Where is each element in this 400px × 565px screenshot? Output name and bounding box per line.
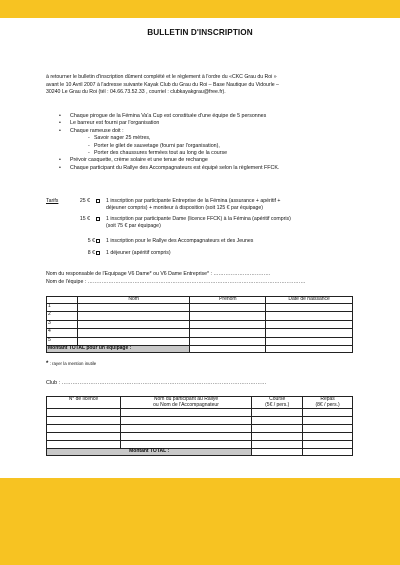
licence-cell[interactable] xyxy=(47,433,121,441)
row-number: 2 xyxy=(47,312,78,321)
intro-line: 30240 Le Grau du Roi (tél : 04.66.73.52.33 , courriel : clubkayakgrau@free.fr). xyxy=(46,89,226,96)
course-cell[interactable] xyxy=(252,433,303,441)
rule-item: • Chaque participant du Rallye des Accompagnateurs est équipé selon la règlement FFCK. xyxy=(59,164,280,171)
licence-cell[interactable] xyxy=(47,409,121,417)
tarif-text: 1 inscription par participante Dame (licence FFCK) à la Fémina (apéritif compris) (soit 75 € par équipage) xyxy=(106,216,291,229)
tarif-text: 1 inscription pour le Rallye des Accompagnateurs et des Jeunes xyxy=(106,238,254,244)
course-cell[interactable] xyxy=(252,409,303,417)
table-header: Prénom xyxy=(190,297,266,304)
dash-icon: - xyxy=(88,135,90,142)
firstname-cell[interactable] xyxy=(190,303,266,312)
total-row xyxy=(47,346,353,353)
page-title: BULLETIN D'INSCRIPTION xyxy=(147,28,253,37)
participant-cell[interactable] xyxy=(120,417,252,425)
tarif-checkbox[interactable] xyxy=(96,251,100,255)
note-star: * xyxy=(46,361,49,367)
rule-subitem: - Porter des chaussures fermées tout au long de la course xyxy=(88,150,228,157)
tarif-checkbox[interactable] xyxy=(96,199,100,203)
team-table xyxy=(46,296,353,353)
total-cell[interactable] xyxy=(266,346,353,353)
rule-subitem: - Savoir nager 25 mètres, xyxy=(88,135,151,142)
table-row xyxy=(47,417,353,425)
rule-item: • Chaque pirogue de la Fémina Va'a Cup est constituée d'une équipe de 5 personnes xyxy=(59,113,267,119)
row-number: 4 xyxy=(47,329,78,338)
participant-cell[interactable] xyxy=(120,433,252,441)
firstname-cell[interactable] xyxy=(190,320,266,329)
table-row xyxy=(47,312,353,321)
tarif-price: 5 € xyxy=(87,238,95,244)
tarif-checkbox[interactable] xyxy=(96,239,100,243)
repas-cell[interactable] xyxy=(303,417,353,425)
table-header: Date de naissance xyxy=(266,297,353,304)
rule-subitem: - Porter le gilet de sauvetage (fourni par l'organisation), xyxy=(88,142,220,149)
tarif-price: 15 € xyxy=(79,216,90,222)
licence-cell[interactable] xyxy=(47,425,121,433)
bullet-icon: • xyxy=(59,120,61,127)
total-row xyxy=(47,449,353,456)
dash-icon: - xyxy=(88,150,90,157)
table-row xyxy=(47,409,353,417)
participant-cell[interactable] xyxy=(120,409,252,417)
birthdate-cell[interactable] xyxy=(266,329,353,338)
rallye-table xyxy=(46,396,353,456)
bullet-icon: • xyxy=(59,157,61,164)
note-text: * : rayer la mention inutile xyxy=(46,361,97,367)
table-row xyxy=(47,433,353,441)
rules-list xyxy=(56,113,376,172)
bullet-icon: • xyxy=(59,113,61,119)
intro-line: à retourner le bulletin d'inscription dûment complété et le règlement à l'ordre du «CKC Grau du Roi » xyxy=(46,74,277,80)
table-row xyxy=(47,320,353,329)
birthdate-cell[interactable] xyxy=(266,303,353,312)
total-cell[interactable] xyxy=(190,346,266,353)
tarif-price: 8 € xyxy=(87,250,95,256)
table-header-row xyxy=(47,397,353,409)
firstname-cell[interactable] xyxy=(190,329,266,338)
licence-cell[interactable] xyxy=(47,417,121,425)
course-cell[interactable] xyxy=(252,417,303,425)
tarif-checkbox[interactable] xyxy=(96,217,100,221)
rule-item: • Chaque rameuse doit : - Savoir nager 25 mètres, - Porter le gilet de sauvetage (fourni par l'organisation), - Porter des chaussures fermées tout au long de la course xyxy=(56,128,376,158)
table-row xyxy=(47,441,353,449)
table-header: Nom du participant au Rallye ou Nom de l'Accompagnateur xyxy=(120,397,252,409)
table-header: N° de licence xyxy=(47,397,121,409)
repas-cell[interactable] xyxy=(303,433,353,441)
firstname-cell[interactable] xyxy=(190,312,266,321)
course-cell[interactable] xyxy=(252,425,303,433)
course-cell[interactable] xyxy=(252,441,303,449)
tarif-price: 25 € xyxy=(79,198,90,204)
total-label: Montant TOTAL pour un équipage : xyxy=(47,346,190,353)
rule-sublist xyxy=(70,135,376,157)
row-number: 3 xyxy=(47,320,78,329)
birthdate-cell[interactable] xyxy=(266,312,353,321)
total-cell[interactable] xyxy=(252,449,303,456)
name-cell[interactable] xyxy=(77,320,190,329)
participant-cell[interactable] xyxy=(120,425,252,433)
name-cell[interactable] xyxy=(77,303,190,312)
repas-cell[interactable] xyxy=(303,425,353,433)
repas-cell[interactable] xyxy=(303,409,353,417)
table-header-row xyxy=(47,297,353,304)
birthdate-cell[interactable] xyxy=(266,337,353,346)
row-number: 1 xyxy=(47,303,78,312)
repas-cell[interactable] xyxy=(303,441,353,449)
birthdate-cell[interactable] xyxy=(266,320,353,329)
bullet-icon: • xyxy=(59,127,61,134)
firstname-cell[interactable] xyxy=(190,337,266,346)
club-field[interactable]: Club : …………………………………………………………………………………………………… xyxy=(46,380,267,386)
rule-item: • Le barreur est fourni par l'organisation xyxy=(59,120,160,127)
table-header: Course (5€ / pers.) xyxy=(252,397,303,409)
licence-cell[interactable] xyxy=(47,441,121,449)
table-row xyxy=(47,329,353,338)
bullet-icon: • xyxy=(59,164,61,171)
table-header: Repas (8€ / pers.) xyxy=(303,397,353,409)
intro-line: avant le 10 Avril 2007 à l'adresse suivante Kayak Club du Grau du Roi – Base Nautique du Vidourle – xyxy=(46,81,279,88)
responsable-field[interactable]: Nom du responsable de l'Equipage V6 Dame* ou V6 Dame Entreprise* : …………………………… xyxy=(46,271,271,277)
row-number: 5 xyxy=(47,337,78,346)
table-row xyxy=(47,425,353,433)
total-cell[interactable] xyxy=(303,449,353,456)
intro-text xyxy=(46,74,361,97)
rule-item: • Prévoir casquette, crème solaire et une tenue de rechange xyxy=(59,157,208,164)
total-label: Montant TOTAL : xyxy=(47,449,252,456)
tarifs-label: Tarifs xyxy=(46,198,59,204)
name-cell[interactable] xyxy=(77,329,190,338)
tarif-text: 1 déjeuner (apéritif compris) xyxy=(106,250,171,256)
dash-icon: - xyxy=(88,142,90,149)
table-row xyxy=(47,303,353,312)
equipe-field[interactable]: Nom de l'équipe : ……………………………………………………………………………………………………………… xyxy=(46,279,306,285)
table-header xyxy=(47,297,78,304)
name-cell[interactable] xyxy=(77,312,190,321)
tarif-text: 1 inscription par participante Entreprise de la Fémina (assurance + apéritif + déjeuner compris) + moniteur à disposition (soit 125 € par équipage) xyxy=(106,198,281,211)
table-header: Nom xyxy=(77,297,190,304)
